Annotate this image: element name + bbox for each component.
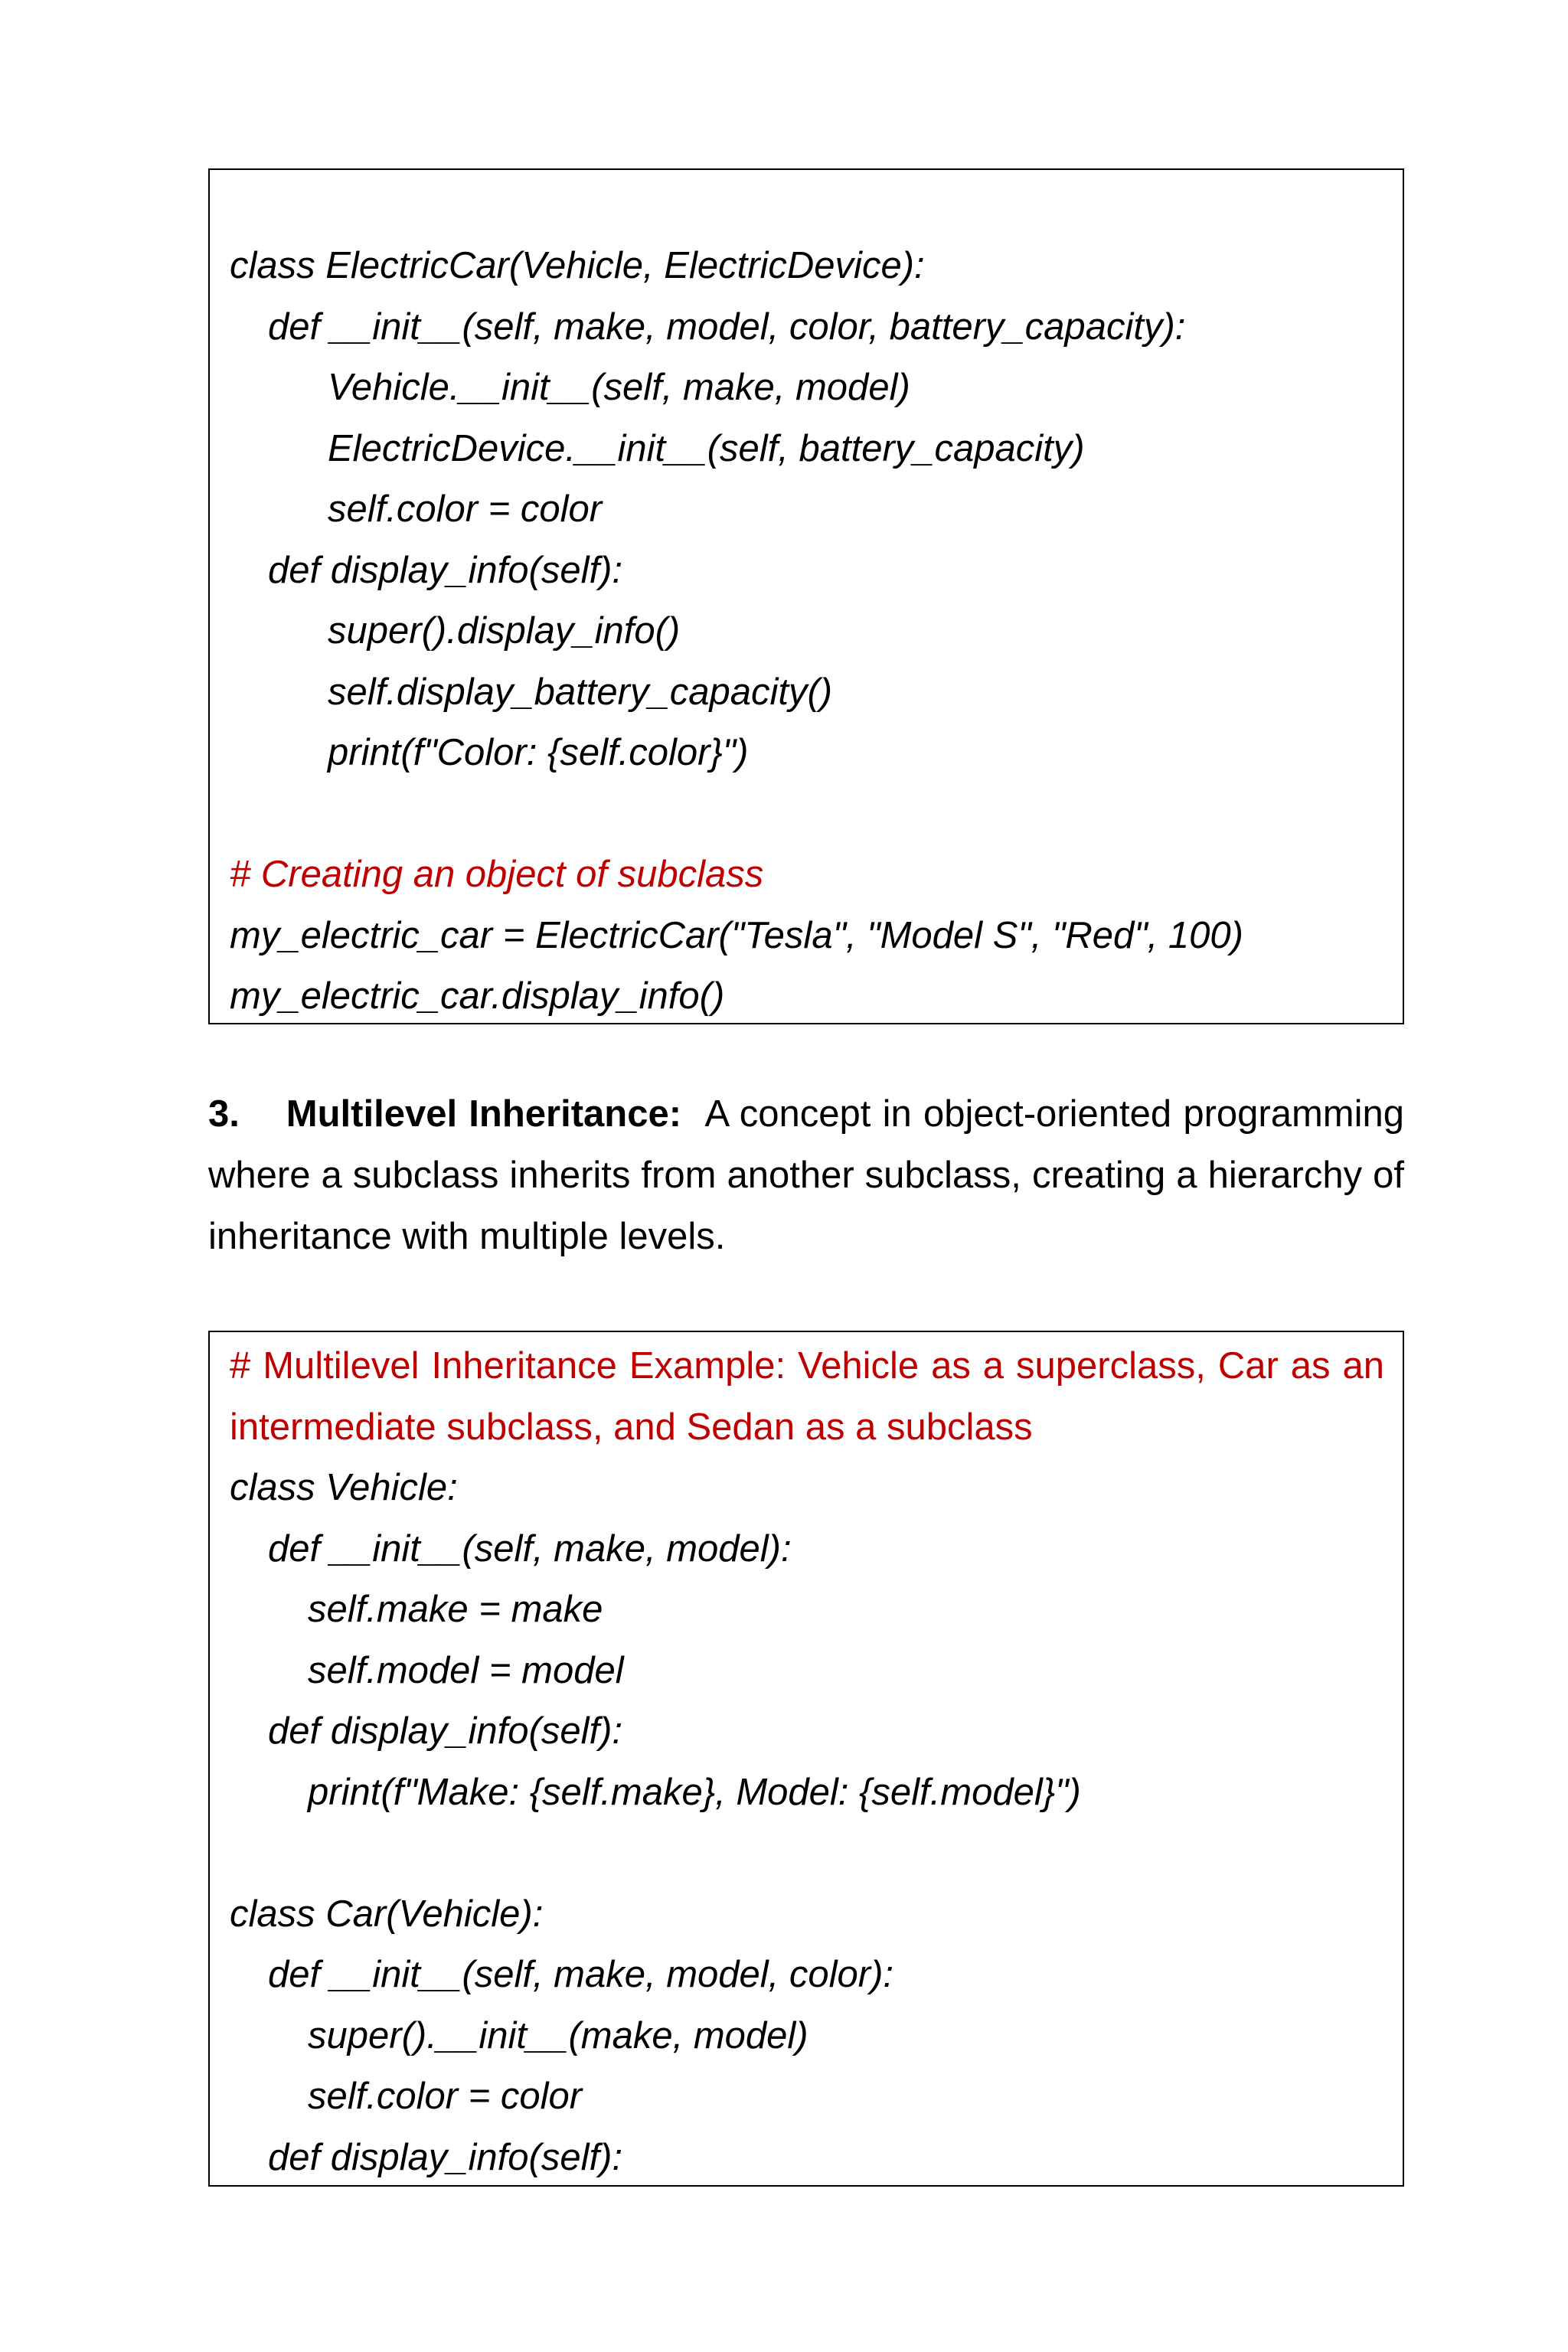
code-blank-line xyxy=(230,784,1384,845)
code-line: ElectricDevice.__init__(self, battery_capacity) xyxy=(328,427,1085,469)
code-line: class ElectricCar(Vehicle, ElectricDevice): xyxy=(230,245,925,286)
section-paragraph xyxy=(208,1083,1404,1267)
code-line: print(f"Make: {self.make}, Model: {self.model}") xyxy=(308,1771,1081,1813)
code-line: Vehicle.__init__(self, make, model) xyxy=(328,367,910,408)
code-line: def display_info(self): xyxy=(268,2136,623,2178)
code-blank-line xyxy=(230,1823,1384,1884)
code-block-electric-car xyxy=(208,168,1404,1024)
code-line: def display_info(self): xyxy=(268,1710,623,1752)
code-line: class Car(Vehicle): xyxy=(230,1893,544,1935)
code-line: self.color = color xyxy=(308,2076,583,2117)
code-lines xyxy=(230,236,1384,1027)
code-line: def __init__(self, make, model, color): xyxy=(268,1954,894,1995)
code-line: def __init__(self, make, model, color, battery_capacity): xyxy=(268,305,1186,348)
code-line: self.color = color xyxy=(328,488,603,530)
code-block-multilevel xyxy=(208,1331,1404,2187)
code-line: super().__init__(make, model) xyxy=(308,2014,808,2056)
code-line: my_electric_car = ElectricCar("Tesla", "Model S", "Red", 100) xyxy=(230,914,1243,956)
section-description: A concept in object-oriented programming where a subclass inherits from another subclass, creating a hierarchy of inheritance with multiple levels. xyxy=(208,1093,1404,1257)
code-line: def display_info(self): xyxy=(268,549,623,591)
code-line: def __init__(self, make, model): xyxy=(268,1527,792,1570)
section-term: Multilevel Inheritance: xyxy=(286,1093,682,1135)
section-number: 3. xyxy=(208,1093,240,1135)
code-line: print(f"Color: {self.color}") xyxy=(328,732,749,773)
code-header-comment: # Multilevel Inheritance Example: Vehicle as a superclass, Car as an intermediate subclass, and Sedan as a subclass xyxy=(230,1345,1384,1448)
code-line: self.display_battery_capacity() xyxy=(328,671,833,713)
code-line: my_electric_car.display_info() xyxy=(230,975,725,1017)
code-line: self.model = model xyxy=(308,1649,624,1691)
code-line: super().display_info() xyxy=(328,610,681,652)
code-comment-line: # Creating an object of subclass xyxy=(230,854,764,895)
code-line: self.make = make xyxy=(308,1589,603,1630)
code-line: class Vehicle: xyxy=(230,1467,458,1508)
code-lines xyxy=(230,1458,1384,2188)
